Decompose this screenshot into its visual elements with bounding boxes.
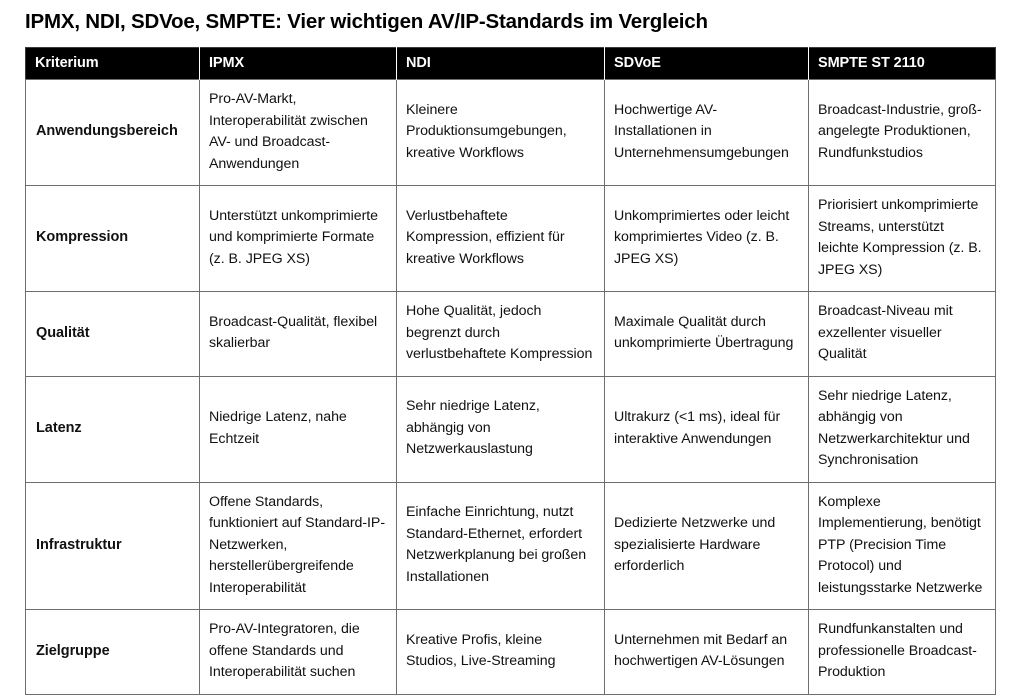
cell-ndi: Einfache Einrichtung, nutzt Standard-Ethernet, erfordert Netzwerkplanung bei großen Installationen	[397, 482, 605, 610]
cell-smpte: Broadcast-Industrie, groß-angelegte Produktionen, Rundfunkstudios	[809, 80, 996, 186]
table-row	[26, 80, 996, 186]
criterion-label: Kompression	[26, 186, 200, 292]
table-header	[26, 48, 996, 80]
cell-sdvoe: Ultrakurz (<1 ms), ideal für interaktive Anwendungen	[605, 376, 809, 482]
table-row	[26, 376, 996, 482]
page-title: IPMX, NDI, SDVoe, SMPTE: Vier wichtigen AV/IP-Standards im Vergleich	[25, 10, 708, 33]
criterion-label: Infrastruktur	[26, 482, 200, 610]
cell-ndi: Kreative Profis, kleine Studios, Live-Streaming	[397, 610, 605, 695]
column-header-smpte: SMPTE ST 2110	[809, 48, 996, 80]
cell-ipmx: Unterstützt unkomprimierte und komprimierte Formate (z. B. JPEG XS)	[200, 186, 397, 292]
criterion-label: Qualität	[26, 292, 200, 377]
cell-smpte: Broadcast-Niveau mit exzellenter visueller Qualität	[809, 292, 996, 377]
cell-smpte: Priorisiert unkomprimierte Streams, unterstützt leichte Kompression (z. B. JPEG XS)	[809, 186, 996, 292]
cell-smpte: Rundfunkanstalten und professionelle Broadcast-Produktion	[809, 610, 996, 695]
cell-smpte: Komplexe Implementierung, benötigt PTP (Precision Time Protocol) und leistungsstarke Netzwerke	[809, 482, 996, 610]
table-row	[26, 292, 996, 377]
column-header-ipmx: IPMX	[200, 48, 397, 80]
criterion-label: Anwendungsbereich	[26, 80, 200, 186]
table-header-row	[26, 48, 996, 80]
column-header-kriterium: Kriterium	[26, 48, 200, 80]
cell-ndi: Verlustbehaftete Kompression, effizient für kreative Workflows	[397, 186, 605, 292]
column-header-ndi: NDI	[397, 48, 605, 80]
cell-sdvoe: Unkomprimiertes oder leicht komprimiertes Video (z. B. JPEG XS)	[605, 186, 809, 292]
criterion-label: Latenz	[26, 376, 200, 482]
cell-ndi: Hohe Qualität, jedoch begrenzt durch verlustbehaftete Kompression	[397, 292, 605, 377]
cell-ipmx: Niedrige Latenz, nahe Echtzeit	[200, 376, 397, 482]
comparison-table-container	[25, 47, 995, 695]
cell-ndi: Kleinere Produktionsumgebungen, kreative Workflows	[397, 80, 605, 186]
cell-sdvoe: Unternehmen mit Bedarf an hochwertigen AV-Lösungen	[605, 610, 809, 695]
column-header-sdvoe: SDVoE	[605, 48, 809, 80]
cell-ipmx: Broadcast-Qualität, flexibel skalierbar	[200, 292, 397, 377]
table-row	[26, 186, 996, 292]
av-ip-standards-comparison-table	[25, 47, 996, 695]
cell-smpte: Sehr niedrige Latenz, abhängig von Netzwerkarchitektur und Synchronisation	[809, 376, 996, 482]
table-row	[26, 482, 996, 610]
criterion-label: Zielgruppe	[26, 610, 200, 695]
cell-ndi: Sehr niedrige Latenz, abhängig von Netzwerkauslastung	[397, 376, 605, 482]
table-row	[26, 610, 996, 695]
cell-ipmx: Offene Standards, funktioniert auf Standard-IP-Netzwerken, herstellerübergreifende Interoperabilität	[200, 482, 397, 610]
cell-sdvoe: Maximale Qualität durch unkomprimierte Übertragung	[605, 292, 809, 377]
cell-sdvoe: Hochwertige AV-Installationen in Unternehmensumgebungen	[605, 80, 809, 186]
table-body	[26, 80, 996, 695]
cell-ipmx: Pro-AV-Markt, Interoperabilität zwischen AV- und Broadcast-Anwendungen	[200, 80, 397, 186]
cell-ipmx: Pro-AV-Integratoren, die offene Standards und Interoperabilität suchen	[200, 610, 397, 695]
cell-sdvoe: Dedizierte Netzwerke und spezialisierte Hardware erforderlich	[605, 482, 809, 610]
